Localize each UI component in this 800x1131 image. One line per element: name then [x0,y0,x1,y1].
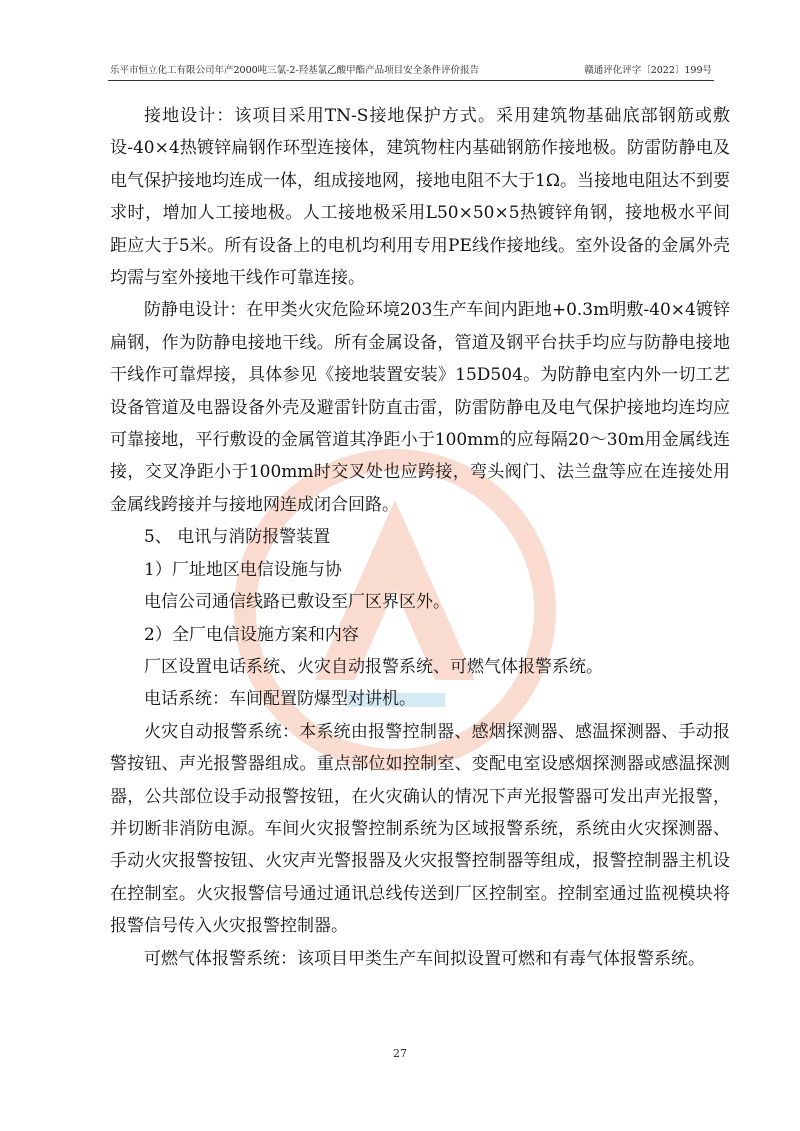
paragraph-telephone-system: 电话系统：车间配置防爆型对讲机。 [144,689,416,710]
page-number: 27 [393,1047,407,1060]
header-report-number: 赣通评化评字〔2022〕199号 [584,65,712,76]
subheading-plant-telecom-plan: 2）全厂电信设施方案和内容 [144,624,359,645]
paragraph-plant-systems: 厂区设置电话系统、火灾自动报警系统、可燃气体报警系统。 [144,656,603,677]
document-body [110,100,730,975]
paragraph-gas-alarm-system: 可燃气体报警系统：该项目甲类生产车间拟设置可燃和有毒气体报警系统。 [144,948,705,969]
page-header [110,62,712,78]
header-report-title: 乐平市恒立化工有限公司年产2000吨三氯-2-羟基氯乙酸甲酯产品项目安全条件评价报告 [110,65,480,76]
paragraph-antistatic-design: 防静电设计：在甲类火灾危险环境203生产车间内距地+0.3m明敷-40×4镀锌扁钢，作为防静电接地干线。所有金属设备，管道及钢平台扶手均应与防静电接地干线作可靠焊接，具体参见《接地装置安装》15D504。为防静电室内外一切工艺设备管道及电器设备外壳及避雷针防直击雷，防雷防静电及电气保护接地均连均应可靠接地，平行敷设的金属管道其净距小于100mm的应每隔20～30m用金属线连接，交叉净距小于100mm时交叉处也应跨接，弯头阀门、法兰盘等应在连接处用金属线跨接并与接地网连成闭合回路。 [110,300,730,515]
paragraph-fire-alarm-system: 火灾自动报警系统：本系统由报警控制器、感烟探测器、感温探测器、手动报警按钮、声光报警器组成。重点部位如控制室、变配电室设感烟探测器或感温探测器，公共部位设手动报警按钮，在火灾确认的情况下声光报警器可发出声光报警，并切断非消防电源。车间火灾报警控制系统为区域报警系统，系统由火灾探测器、手动火灾报警按钮、火灾声光警报器及火灾报警控制器等组成，报警控制器主机设在控制室。火灾报警信号通过通讯总线传送到厂区控制室。控制室通过监视模块将报警信号传入火灾报警控制器。 [110,721,730,937]
header-divider [108,80,714,81]
paragraph-grounding-design: 接地设计：该项目采用TN-S接地保护方式。采用建筑物基础底部钢筋或敷设-40×4热镀锌扁钢作环型连接体，建筑物柱内基础钢筋作接地极。防雷防静电及电气保护接地均连成一体，组成接地网，接地电阻不大于1Ω。当接地电阻达不到要求时，增加人工接地极。人工接地极采用L50×50×5热镀锌角钢，接地极水平间距应大于5米。所有设备上的电机均利用专用PE线作接地线。室外设备的金属外壳均需与室外接地干线作可靠连接。 [110,106,730,289]
paragraph-telecom-lines: 电信公司通信线路已敷设至厂区界区外。 [144,592,450,613]
section-heading-telecom-alarm: 5、 电讯与消防报警装置 [144,527,331,548]
subheading-site-telecom: 1）厂址地区电信设施与协 [144,559,342,580]
